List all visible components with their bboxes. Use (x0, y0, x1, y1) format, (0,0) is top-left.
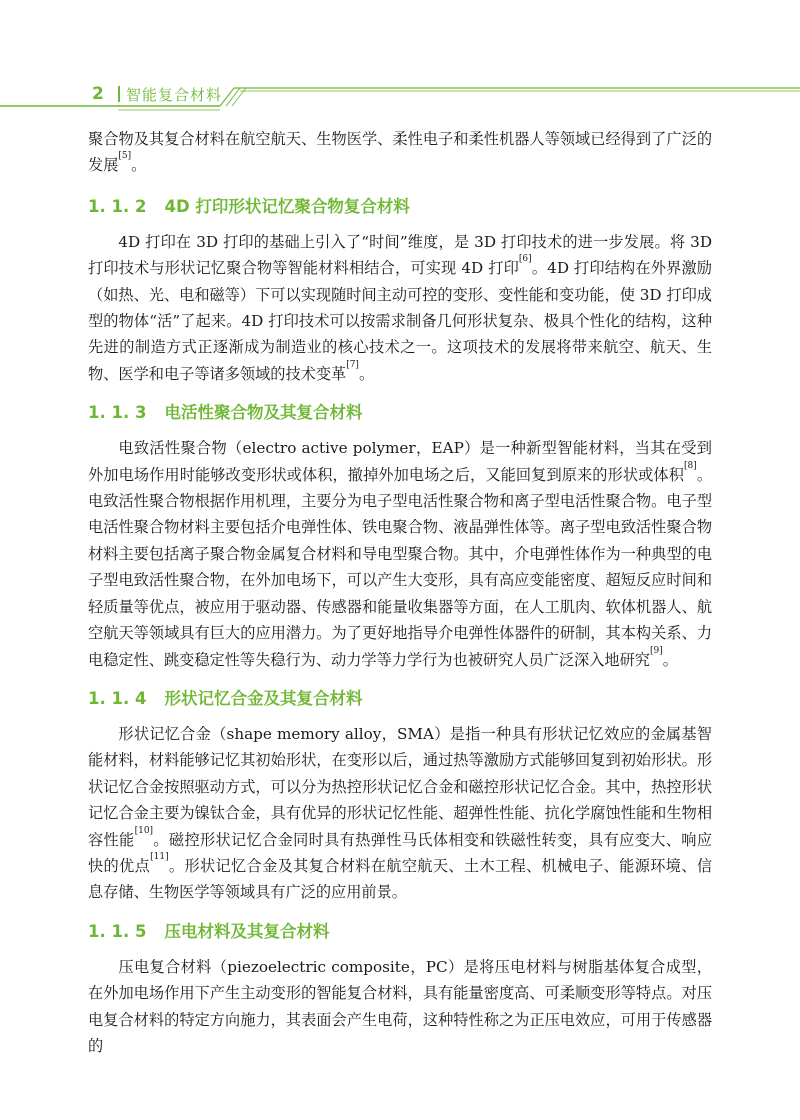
section-title: 形状记忆合金及其复合材料 (164, 688, 363, 708)
section-title: 电活性聚合物及其复合材料 (164, 403, 363, 423)
citation: [6] (518, 254, 532, 265)
citation: [7] (346, 359, 359, 370)
page-number: 2 (92, 84, 104, 104)
header-separator (118, 86, 120, 102)
citation: [8] (683, 460, 697, 471)
citation: [5] (118, 151, 132, 162)
intro-text: 聚合物及其复合材料在航空航天、生物医学、柔性电子和柔性机器人等领域已经得到了广泛的发展 (88, 130, 712, 175)
section-paragraph (88, 435, 712, 673)
paragraph-text: 。形状记忆合金及其复合材料在航空航天、土木工程、机械电子、能源环境、信息存储、生物医学等领域具有广泛的应用前景。 (88, 856, 713, 902)
citation: [9] (649, 645, 663, 656)
section-number: 1. 1. 5 (88, 921, 147, 941)
paragraph-text: 。磁控形状记忆合金同时具有热弹性马氏体相变和铁磁性转变，具有应变大、响应快的优点 (88, 830, 712, 875)
intro-end: 。 (131, 156, 147, 175)
section-heading-1-1-5 (88, 920, 712, 944)
paragraph-text: 。电致活性聚合物根据作用机理，主要分为电子型电活性聚合物和离子型电活性聚合物。电子型电活性聚合物材料主要包括介电弹性体、铁电聚合物、液晶弹性体等。离子型电致活性聚合物材料主要包括离子聚合物金属复合材料和导电型聚合物。其中，介电弹性体作为一种典型的电子型电致活性聚合物，在外加电场下，可以产生大变形，具有高应变能密度、超短反应时间和轻质量等优点，被应用于驱动器、传感器和能量收集器等方面，在人工肌肉、软体机器人、航空航天等领域具有巨大的应用潜力。为了更好地指导介电弹性体器件的研制，其本构关系、力电稳定性、跳变稳定性等失稳行为、动力学等力学行为也被研究人员广泛深入地研究 (88, 465, 712, 669)
section-number: 1. 1. 4 (88, 688, 147, 708)
paragraph-text: 形状记忆合金（shape memory alloy，SMA）是指一种具有形状记忆效应的金属基智能材料，材料能够记忆其初始形状，在变形以后，通过热等激励方式能够回复到初始形状。形状记忆合金按照驱动方式，可以分为热控形状记忆合金和磁控形状记忆合金。其中，热控形状记忆合金主要为镍钛合金，具有优异的形状记忆性能、超弹性性能、抗化学腐蚀性能和生物相容性能 (88, 724, 712, 849)
section-paragraph (88, 721, 712, 906)
section-heading-1-1-2 (88, 195, 712, 219)
section-heading-1-1-4 (88, 687, 712, 711)
section-title: 4D 打印形状记忆聚合物复合材料 (164, 196, 410, 216)
paragraph-text: 电致活性聚合物（electro active polymer，EAP）是一种新型智能材料，当其在受到外加电场作用时能够改变形状或体积，撤掉外加电场之后，又能回复到原来的形状或体积 (88, 439, 712, 484)
section-heading-1-1-3 (88, 401, 712, 425)
section-number: 1. 1. 3 (88, 403, 147, 423)
paragraph-text: 。4D 打印结构在外界激励（如热、光、电和磁等）下可以实现随时间主动可控的变形、变性能和变功能，使 3D 打印成型的物体“活”了起来。4D 打印技术可以按需求制备几何形状复杂、极具个性化的结构，这种先进的制造方式正逐渐成为制造业的核心技术之一。这项技术的发展将带来航空、航天、生物、医学和电子等诸多领域的技术变革 (88, 259, 712, 383)
paragraph-text: 。 (662, 650, 678, 669)
citation: [10] (134, 825, 154, 836)
paragraph-text: 4D 打印在 3D 打印的基础上引入了“时间”维度，是 3D 打印技术的进一步发展。将 3D 打印技术与形状记忆聚合物等智能材料相结合，可实现 4D 打印 (88, 232, 712, 278)
header-decoration (0, 76, 800, 116)
section-number: 1. 1. 2 (88, 196, 147, 216)
citation: [11] (150, 851, 169, 862)
section-paragraph (88, 954, 712, 1060)
section-paragraph (88, 229, 712, 387)
paragraph-text: 压电复合材料（piezoelectric composite，PC）是将压电材料与树脂基体复合成型，在外加电场作用下产生主动变形的智能复合材料，具有能量密度高、可柔顺变形等特点。对压电复合材料的特定方向施力，其表面会产生电荷，这种特性称之为正压电效应，可用于传感器的 (88, 957, 712, 1055)
page-header (0, 76, 800, 116)
paragraph-text: 。 (358, 364, 375, 383)
running-title: 智能复合材料 (126, 86, 223, 104)
section-title: 压电材料及其复合材料 (164, 921, 330, 941)
intro-paragraph (88, 126, 712, 179)
page-body (88, 126, 712, 1059)
